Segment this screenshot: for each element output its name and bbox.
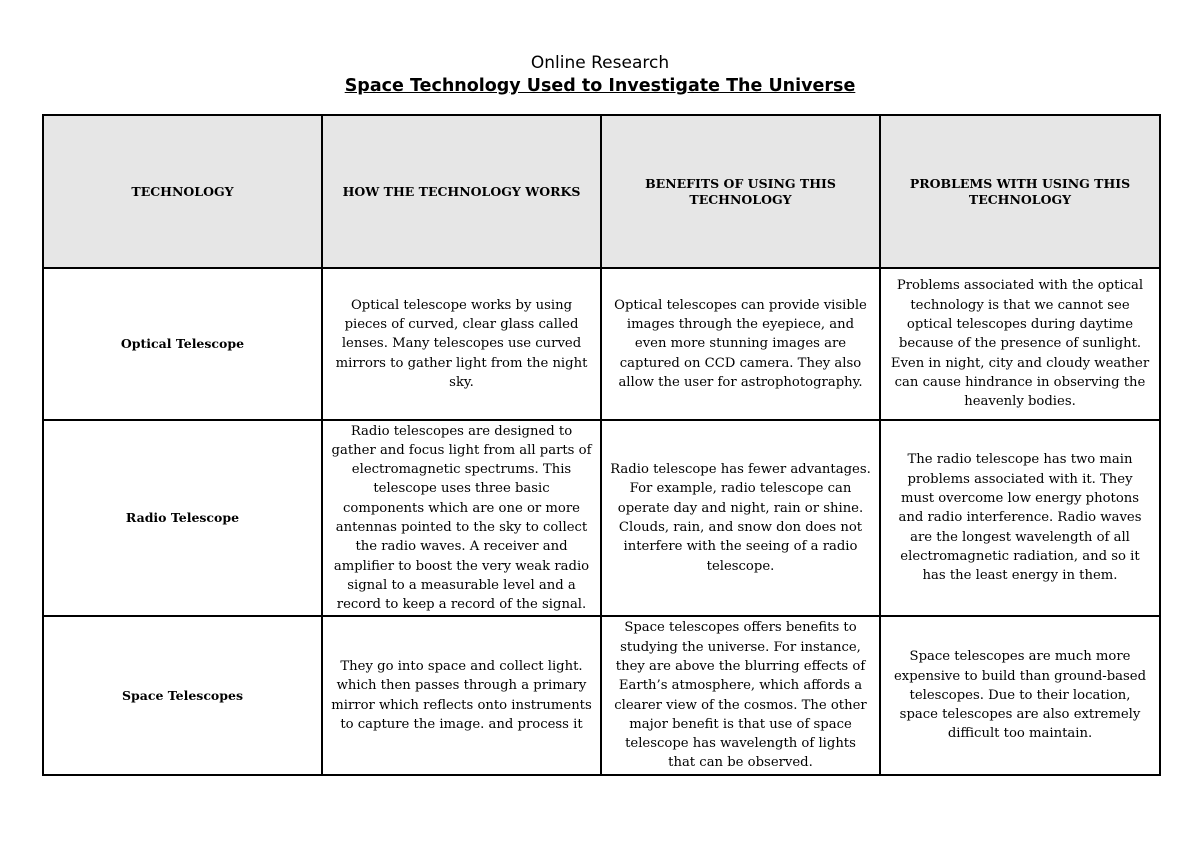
cell-problems: The radio telescope has two main problems associated with it. They must overcome low energy photons and radio interference. Radio waves are the longest wavelength of all electromagnetic radiation, and so it has the least energy in them. [880, 420, 1160, 616]
table-row-optical-telescope [43, 268, 1160, 420]
cell-technology: Space Telescopes [43, 616, 322, 775]
header-problems: PROBLEMS WITH USING THIS TECHNOLOGY [880, 115, 1160, 268]
cell-benefits: Radio telescope has fewer advantages. For example, radio telescope can operate day and night, rain or shine. Clouds, rain, and snow don does not interfere with the seeing of a radio telescope. [601, 420, 880, 616]
cell-problems: Problems associated with the optical technology is that we cannot see optical telescopes during daytime because of the presence of sunlight. Even in night, city and cloudy weather can cause hindrance in observing the heavenly bodies. [880, 268, 1160, 420]
cell-how: Radio telescopes are designed to gather and focus light from all parts of electromagnetic spectrums. This telescope uses three basic components which are one or more antennas pointed to the sky to collect the radio waves. A receiver and amplifier to boost the very weak radio signal to a measurable level and a record to keep a record of the signal. [322, 420, 601, 616]
table-row-space-telescopes [43, 616, 1160, 775]
cell-how: They go into space and collect light. which then passes through a primary mirror which reflects onto instruments to capture the image. and process it [322, 616, 601, 775]
cell-benefits: Space telescopes offers benefits to studying the universe. For instance, they are above the blurring effects of Earth’s atmosphere, which affords a clearer view of the cosmos. The other major benefit is that use of space telescope has wavelength of lights that can be observed. [601, 616, 880, 775]
cell-problems: Space telescopes are much more expensive to build than ground-based telescopes. Due to their location, space telescopes are also extremely difficult too maintain. [880, 616, 1160, 775]
header-technology: TECHNOLOGY [43, 115, 322, 268]
document-title: Online Research [530, 53, 670, 73]
research-table [42, 114, 1161, 776]
cell-technology: Optical Telescope [43, 268, 322, 420]
header-how-it-works: HOW THE TECHNOLOGY WORKS [322, 115, 601, 268]
cell-technology: Radio Telescope [43, 420, 322, 616]
table-header-row [43, 115, 1160, 268]
table-row-radio-telescope [43, 420, 1160, 616]
cell-how: Optical telescope works by using pieces of curved, clear glass called lenses. Many telescopes use curved mirrors to gather light from the night sky. [322, 268, 601, 420]
cell-benefits: Optical telescopes can provide visible images through the eyepiece, and even more stunning images are captured on CCD camera. They also allow the user for astrophotography. [601, 268, 880, 420]
header-benefits: BENEFITS OF USING THIS TECHNOLOGY [601, 115, 880, 268]
document-subtitle: Space Technology Used to Investigate The Universe [344, 76, 856, 96]
